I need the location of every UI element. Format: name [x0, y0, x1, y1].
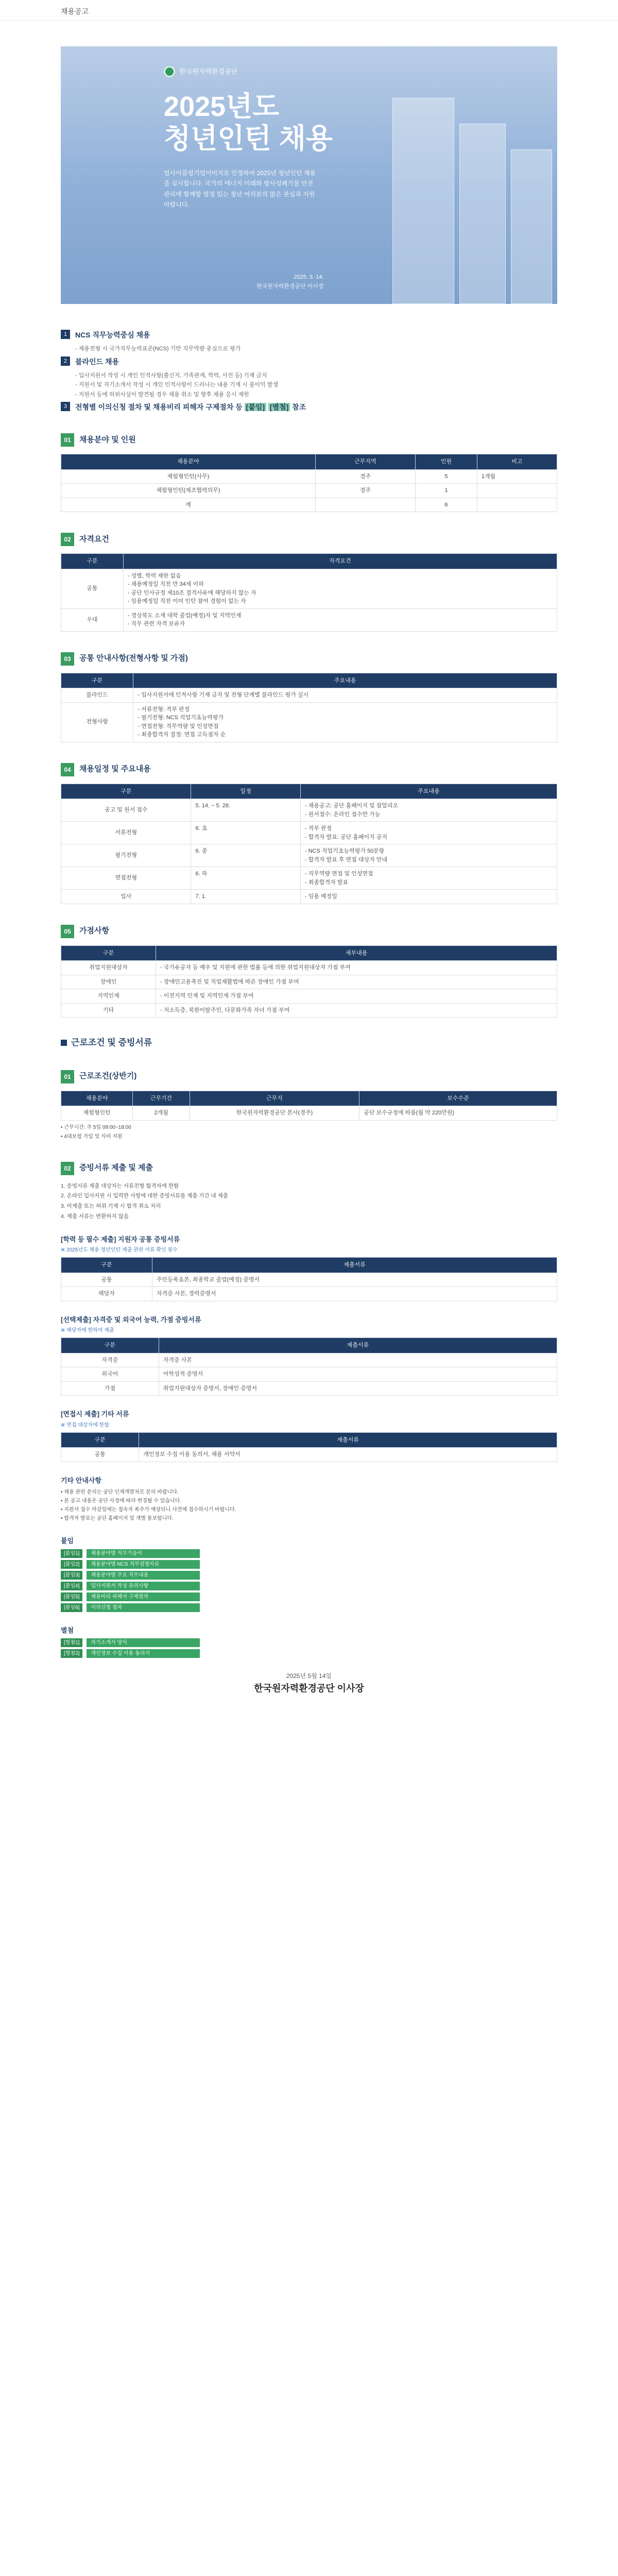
- table-cell: 체험형인턴: [61, 1106, 133, 1121]
- attachment-tag: [붙임4]: [61, 1582, 82, 1590]
- table-cell: 자격증 사본, 경력증명서: [152, 1287, 557, 1301]
- work-note: • 근무시간: 주 5일 09:00~18:00: [61, 1124, 557, 1132]
- table-header: 근무지: [190, 1091, 359, 1106]
- table-row: [61, 844, 557, 867]
- attachment-tag: [붙임3]: [61, 1571, 82, 1580]
- section-number: 01: [61, 433, 74, 447]
- notice-list: [61, 1488, 557, 1522]
- section-number: 02: [61, 1162, 74, 1175]
- table-row: [61, 822, 557, 844]
- doc-b-title: [선택제출] 자격증 및 외국어 능력, 가점 증빙서류: [61, 1315, 201, 1324]
- table-cell: - 임용 예정일: [300, 890, 557, 904]
- table-cell: [315, 498, 415, 512]
- section-title: 자격요건: [79, 534, 109, 544]
- table-cell: 계: [61, 498, 316, 512]
- table-cell: 경주: [315, 484, 415, 498]
- section-work: [61, 1070, 557, 1141]
- annex-title: 별첨: [61, 1626, 74, 1634]
- footer-date: 2025년 5월 14일: [286, 1672, 332, 1680]
- section-common: [61, 652, 557, 742]
- intro-desc: [75, 345, 557, 353]
- table-cell: - 경상북도 소재 대학 졸업(예정)자 및 지역인재 - 직무 관련 자격 보유자: [123, 608, 557, 631]
- table-cell: 체험형인턴(제조협력의무): [61, 484, 316, 498]
- intro-list: [61, 330, 557, 413]
- table-cell: 어학성적 증명서: [159, 1367, 557, 1382]
- doc-b-table: [61, 1337, 557, 1396]
- table-cell: 공고 및 원서 접수: [61, 799, 191, 822]
- attachment-tag: [붙임5]: [61, 1592, 82, 1601]
- table-row: [61, 688, 557, 703]
- table-row: [61, 1106, 557, 1121]
- table-row: [61, 1367, 557, 1382]
- table-header: 비고: [477, 454, 557, 470]
- page-title: 채용공고: [0, 0, 618, 21]
- table-cell: 외국어: [61, 1367, 159, 1382]
- table-cell: - 저소득층, 북한이탈주민, 다문화가족 자녀 가점 부여: [156, 1003, 557, 1018]
- logo-icon: [164, 66, 175, 77]
- section-title: 증빙서류 제출 및 제출: [79, 1163, 153, 1173]
- table-cell: 우대: [61, 608, 124, 631]
- table-cell: 서류전형: [61, 822, 191, 844]
- table-row: [61, 975, 557, 989]
- table-row: [61, 1273, 557, 1287]
- hero-banner: [61, 46, 557, 304]
- table-row: [61, 1287, 557, 1301]
- notice-title: 기타 안내사항: [61, 1476, 101, 1484]
- table-header: 구분: [61, 554, 124, 569]
- table-header: 보수수준: [359, 1091, 557, 1106]
- attachment-link[interactable]: [61, 1582, 557, 1590]
- table-cell: 6: [415, 498, 477, 512]
- attachment-tag: [별첨2]: [61, 1649, 82, 1658]
- hero-title: 2025년도 청년인턴 채용: [164, 91, 333, 155]
- table-cell: - 이전지역 인재 및 지역인재 가점 부여: [156, 989, 557, 1004]
- table-header: 채용분야: [61, 454, 316, 470]
- doc-step: 1. 증빙서류 제출 대상자는 서류전형 합격자에 한함: [61, 1182, 179, 1189]
- table-header: 제출서류: [152, 1258, 557, 1273]
- attachments: [61, 1536, 557, 1658]
- table-header: 구분: [61, 1432, 139, 1448]
- work-notes: [61, 1124, 557, 1141]
- table-header: 인원: [415, 454, 477, 470]
- highlight-tag: [별첨]: [268, 403, 290, 411]
- recruit-table: [61, 454, 557, 512]
- hero-date: 2025. 5. 14. 한국원자력환경공단 이사장: [256, 274, 324, 290]
- doc-a-table: [61, 1257, 557, 1301]
- table-header: 구분: [61, 945, 156, 961]
- table-cell: - 성별, 학력 제한 없음 - 채용예정일 직전 만 34세 이하 - 공단 인사규정 제10조 결격사유에 해당하지 않는 자 - 임용예정일 직전 이미 인턴 참여 경험이 없는 자: [123, 569, 557, 608]
- table-cell: [477, 498, 557, 512]
- common-table: [61, 673, 557, 742]
- table-header: 구분: [61, 1338, 159, 1353]
- table-header: 일정: [191, 784, 300, 799]
- attachment-tag: [붙임2]: [61, 1560, 82, 1569]
- intro-desc-line: - 채용전형 시 국가직무능력표준(NCS) 기반 직무역량 중심으로 평가: [75, 346, 241, 352]
- intro-number: 2: [61, 357, 70, 366]
- table-cell: - 국가유공자 등 예우 및 지원에 관한 법률 등에 의한 취업지원대상자 가점 부여: [156, 961, 557, 975]
- table-cell: 6. 중: [191, 844, 300, 867]
- table-cell: 가점: [61, 1381, 159, 1396]
- intro-item: [61, 357, 557, 367]
- notice-item: • 합격자 발표는 공단 홈페이지 및 개별 통보합니다.: [61, 1515, 557, 1522]
- work-note: • 4대보험 가입 및 식비 지원: [61, 1133, 557, 1141]
- table-header: 주요내용: [300, 784, 557, 799]
- attachment-link[interactable]: [61, 1571, 557, 1580]
- table-row: [61, 799, 557, 822]
- table-row: [61, 890, 557, 904]
- table-row: [61, 569, 557, 608]
- table-cell: - 서류전형: 적부 판정 - 필기전형: NCS 직업기초능력평가 - 면접전형: 직무역량 및 인성면접 - 최종합격자 결정: 면접 고득점자 순: [133, 702, 557, 742]
- footer-org: 한국원자력환경공단 이사장: [254, 1683, 364, 1693]
- table-row: [61, 1353, 557, 1367]
- org-logo: [164, 66, 237, 77]
- table-header: 세부내용: [156, 945, 557, 961]
- table-cell: 1: [415, 484, 477, 498]
- table-cell: 입사: [61, 890, 191, 904]
- intro-desc-line: - 지원서 및 자기소개서 작성 시 개인 인적사항이 드러나는 내용 기재 시 불이익 발생: [75, 382, 279, 388]
- section-title: 공통 안내사항(전형사항 및 가점): [79, 654, 188, 663]
- table-row: [61, 484, 557, 498]
- bonus-table: [61, 945, 557, 1018]
- table-header: 제출서류: [139, 1432, 557, 1448]
- section-recruit: [61, 433, 557, 512]
- doc-a-note: ※ 2025년도 채용 청년인턴 제출 관련 서류 확인 필수: [61, 1247, 178, 1253]
- table-cell: 6. 하: [191, 867, 300, 890]
- attachment-link[interactable]: [61, 1638, 557, 1647]
- intro-desc-line: - 지원서 등에 허위사실이 발견될 경우 채용 취소 및 향후 채용 응시 제한: [75, 391, 249, 398]
- table-cell: 자격증: [61, 1353, 159, 1367]
- part-title: 근로조건 및 증빙서류: [61, 1036, 557, 1049]
- table-cell: 장애인: [61, 975, 156, 989]
- table-row: [61, 608, 557, 631]
- section-number: 05: [61, 925, 74, 938]
- table-cell: 공단 보수규정에 따름(월 약 220만원): [359, 1106, 557, 1121]
- section-bonus: [61, 925, 557, 1018]
- table-cell: - 직무역량 면접 및 인성면접 - 최종합격자 발표: [300, 867, 557, 890]
- doc-a-title: [학력 등 필수 제출] 지원자 공통 증빙서류: [61, 1235, 180, 1243]
- section-docs: [61, 1162, 557, 1462]
- attachment-name: 채용분야별 NCS 직무설명자료: [87, 1560, 200, 1569]
- table-cell: 해당자: [61, 1287, 152, 1301]
- attachment-tag: [붙임6]: [61, 1603, 82, 1612]
- table-cell: 경주: [315, 469, 415, 484]
- attachment-tag: [붙임1]: [61, 1549, 82, 1558]
- table-cell: [477, 484, 557, 498]
- doc-step: 2. 온라인 입사지원 시 입력한 사항에 대한 증빙서류를 제출 기간 내 제출: [61, 1193, 228, 1199]
- table-cell: 취업지원대상자: [61, 961, 156, 975]
- attachment-link[interactable]: [61, 1603, 557, 1612]
- intro-title: 전형별 이의신청 절차 및 채용비리 피해자 구제절차 등 [붙임] [별첨] 참조: [75, 403, 306, 411]
- section-number: 02: [61, 533, 74, 546]
- table-cell: 2개월: [133, 1106, 190, 1121]
- table-cell: 체험형인턴(사무): [61, 469, 316, 484]
- table-header: 구분: [61, 784, 191, 799]
- doc-c-table: [61, 1432, 557, 1462]
- table-header: 구분: [61, 673, 133, 688]
- section-title: 채용분야 및 인원: [79, 435, 136, 444]
- table-cell: 개인정보 수집 이용 동의서, 채용 서약서: [139, 1448, 557, 1462]
- table-header: 채용분야: [61, 1091, 133, 1106]
- notice-item: • 지원서 접수 마감일에는 접속자 폭주가 예상되니 사전에 접수하시기 바랍니다.: [61, 1506, 557, 1514]
- table-cell: - 채용공고: 공단 홈페이지 및 잡알리오 - 원서접수: 온라인 접수만 가능: [300, 799, 557, 822]
- table-row: [61, 1381, 557, 1396]
- table-row: [61, 1003, 557, 1018]
- attachment-link[interactable]: [61, 1549, 557, 1558]
- doc-step: 3. 미제출 또는 허위 기재 시 합격 취소 처리: [61, 1203, 161, 1209]
- table-cell: 기타: [61, 1003, 156, 1018]
- section-number: 03: [61, 652, 74, 666]
- intro-number: 3: [61, 402, 70, 411]
- schedule-table: [61, 784, 557, 904]
- table-cell: 공통: [61, 1273, 152, 1287]
- table-header: 주요내용: [133, 673, 557, 688]
- doc-c-note: ※ 면접 대상자에 한함: [61, 1422, 109, 1428]
- doc-step: 4. 제출 서류는 반환하지 않음: [61, 1213, 129, 1219]
- table-cell: 한국원자력환경공단 본사(경주): [190, 1106, 359, 1121]
- notice-item: • 채용 관련 문의는 공단 인재개발처로 문의 바랍니다.: [61, 1488, 557, 1496]
- table-cell: 5: [415, 469, 477, 484]
- attachment-name: 채용분야별 주요 직무내용: [87, 1571, 200, 1580]
- table-cell: 1개월: [477, 469, 557, 484]
- attachment-link[interactable]: [61, 1592, 557, 1601]
- intro-desc: [75, 371, 557, 399]
- table-cell: 전형사항: [61, 702, 133, 742]
- table-header: 근무지역: [315, 454, 415, 470]
- table-cell: - 입사지원서에 인적사항 기재 금지 및 전형 단계별 블라인드 평가 실시: [133, 688, 557, 703]
- attach-title: 붙임: [61, 1537, 74, 1545]
- table-header: 제출서류: [159, 1338, 557, 1353]
- attachment-tag: [별첨1]: [61, 1638, 82, 1647]
- intro-item: [61, 330, 557, 341]
- attachment-name: 채용분야별 직무기술서: [87, 1549, 200, 1558]
- table-cell: 취업지원대상자 증명서, 장애인 증명서: [159, 1381, 557, 1396]
- table-cell: 공통: [61, 569, 124, 608]
- building-illustration: [362, 77, 557, 304]
- intro-item: [61, 402, 557, 413]
- table-row: [61, 498, 557, 512]
- table-row: [61, 989, 557, 1004]
- table-cell: - 적부 판정 - 합격자 발표: 공단 홈페이지 공지: [300, 822, 557, 844]
- doc-steps: [61, 1182, 557, 1221]
- attachment-link[interactable]: [61, 1560, 557, 1569]
- table-header: 구분: [61, 1258, 152, 1273]
- table-header: 자격요건: [123, 554, 557, 569]
- table-cell: 주민등록초본, 최종학교 졸업(예정) 증명서: [152, 1273, 557, 1287]
- attachment-name: 개인정보 수집 이용 동의서: [87, 1649, 200, 1658]
- intro-desc-line: - 입사지원서 작성 시 개인 인적사항(출신지, 가족관계, 학력, 사진 등) 기재 금지: [75, 372, 267, 379]
- section-number: 01: [61, 1070, 74, 1083]
- table-cell: 자격증 사본: [159, 1353, 557, 1367]
- attachment-name: 채용비리 피해자 구제절차: [87, 1592, 200, 1601]
- table-cell: 지역인재: [61, 989, 156, 1004]
- table-cell: 7. 1.: [191, 890, 300, 904]
- table-cell: - NCS 직업기초능력평가 50문항 - 합격자 발표 후 면접 대상자 안내: [300, 844, 557, 867]
- work-table: [61, 1091, 557, 1121]
- table-cell: - 장애인고용촉진 및 직업재활법에 따른 장애인 가점 부여: [156, 975, 557, 989]
- attachment-link[interactable]: [61, 1649, 557, 1658]
- table-row: [61, 867, 557, 890]
- table-row: [61, 1448, 557, 1462]
- intro-title: NCS 직무능력중심 채용: [75, 331, 150, 339]
- section-schedule: [61, 763, 557, 904]
- intro-number: 1: [61, 330, 70, 339]
- table-row: [61, 961, 557, 975]
- table-cell: 면접전형: [61, 867, 191, 890]
- hero-lead: 업사이클링기업이미지로 인정하여 2025년 청년인턴 채용을 실시합니다. 국가의 에너지 미래와 방사성폐기물 안전관리에 함께할 열정 있는 청년 여러분의 많은 관심과 지원 바랍니다.: [164, 170, 316, 209]
- table-cell: 필기전형: [61, 844, 191, 867]
- section-title: 근로조건(상반기): [79, 1072, 137, 1081]
- attachment-name: 이의신청 절차: [87, 1603, 200, 1612]
- table-row: [61, 702, 557, 742]
- notice-item: • 본 공고 내용은 공단 사정에 따라 변경될 수 있습니다.: [61, 1497, 557, 1505]
- doc-c-title: [면접시 제출] 기타 서류: [61, 1410, 129, 1418]
- attachment-name: 자기소개서 양식: [87, 1638, 200, 1647]
- section-title: 채용일정 및 주요내용: [79, 765, 151, 774]
- org-name: 한국원자력환경공단: [179, 67, 238, 76]
- footer: [61, 1671, 557, 1696]
- table-cell: 블라인드: [61, 688, 133, 703]
- table-cell: 공통: [61, 1448, 139, 1462]
- table-row: [61, 469, 557, 484]
- doc-b-note: ※ 해당자에 한하여 제출: [61, 1328, 114, 1333]
- intro-title: 블라인드 채용: [75, 357, 119, 366]
- highlight-tag: [붙임]: [245, 403, 266, 411]
- section-title: 가점사항: [79, 926, 109, 936]
- section-number: 04: [61, 763, 74, 776]
- attachment-name: 입사지원서 작성 유의사항: [87, 1582, 200, 1590]
- qualification-table: [61, 553, 557, 632]
- table-cell: 6. 초: [191, 822, 300, 844]
- table-cell: 5. 14. ~ 5. 28.: [191, 799, 300, 822]
- table-header: 근무기간: [133, 1091, 190, 1106]
- section-qualification: [61, 533, 557, 632]
